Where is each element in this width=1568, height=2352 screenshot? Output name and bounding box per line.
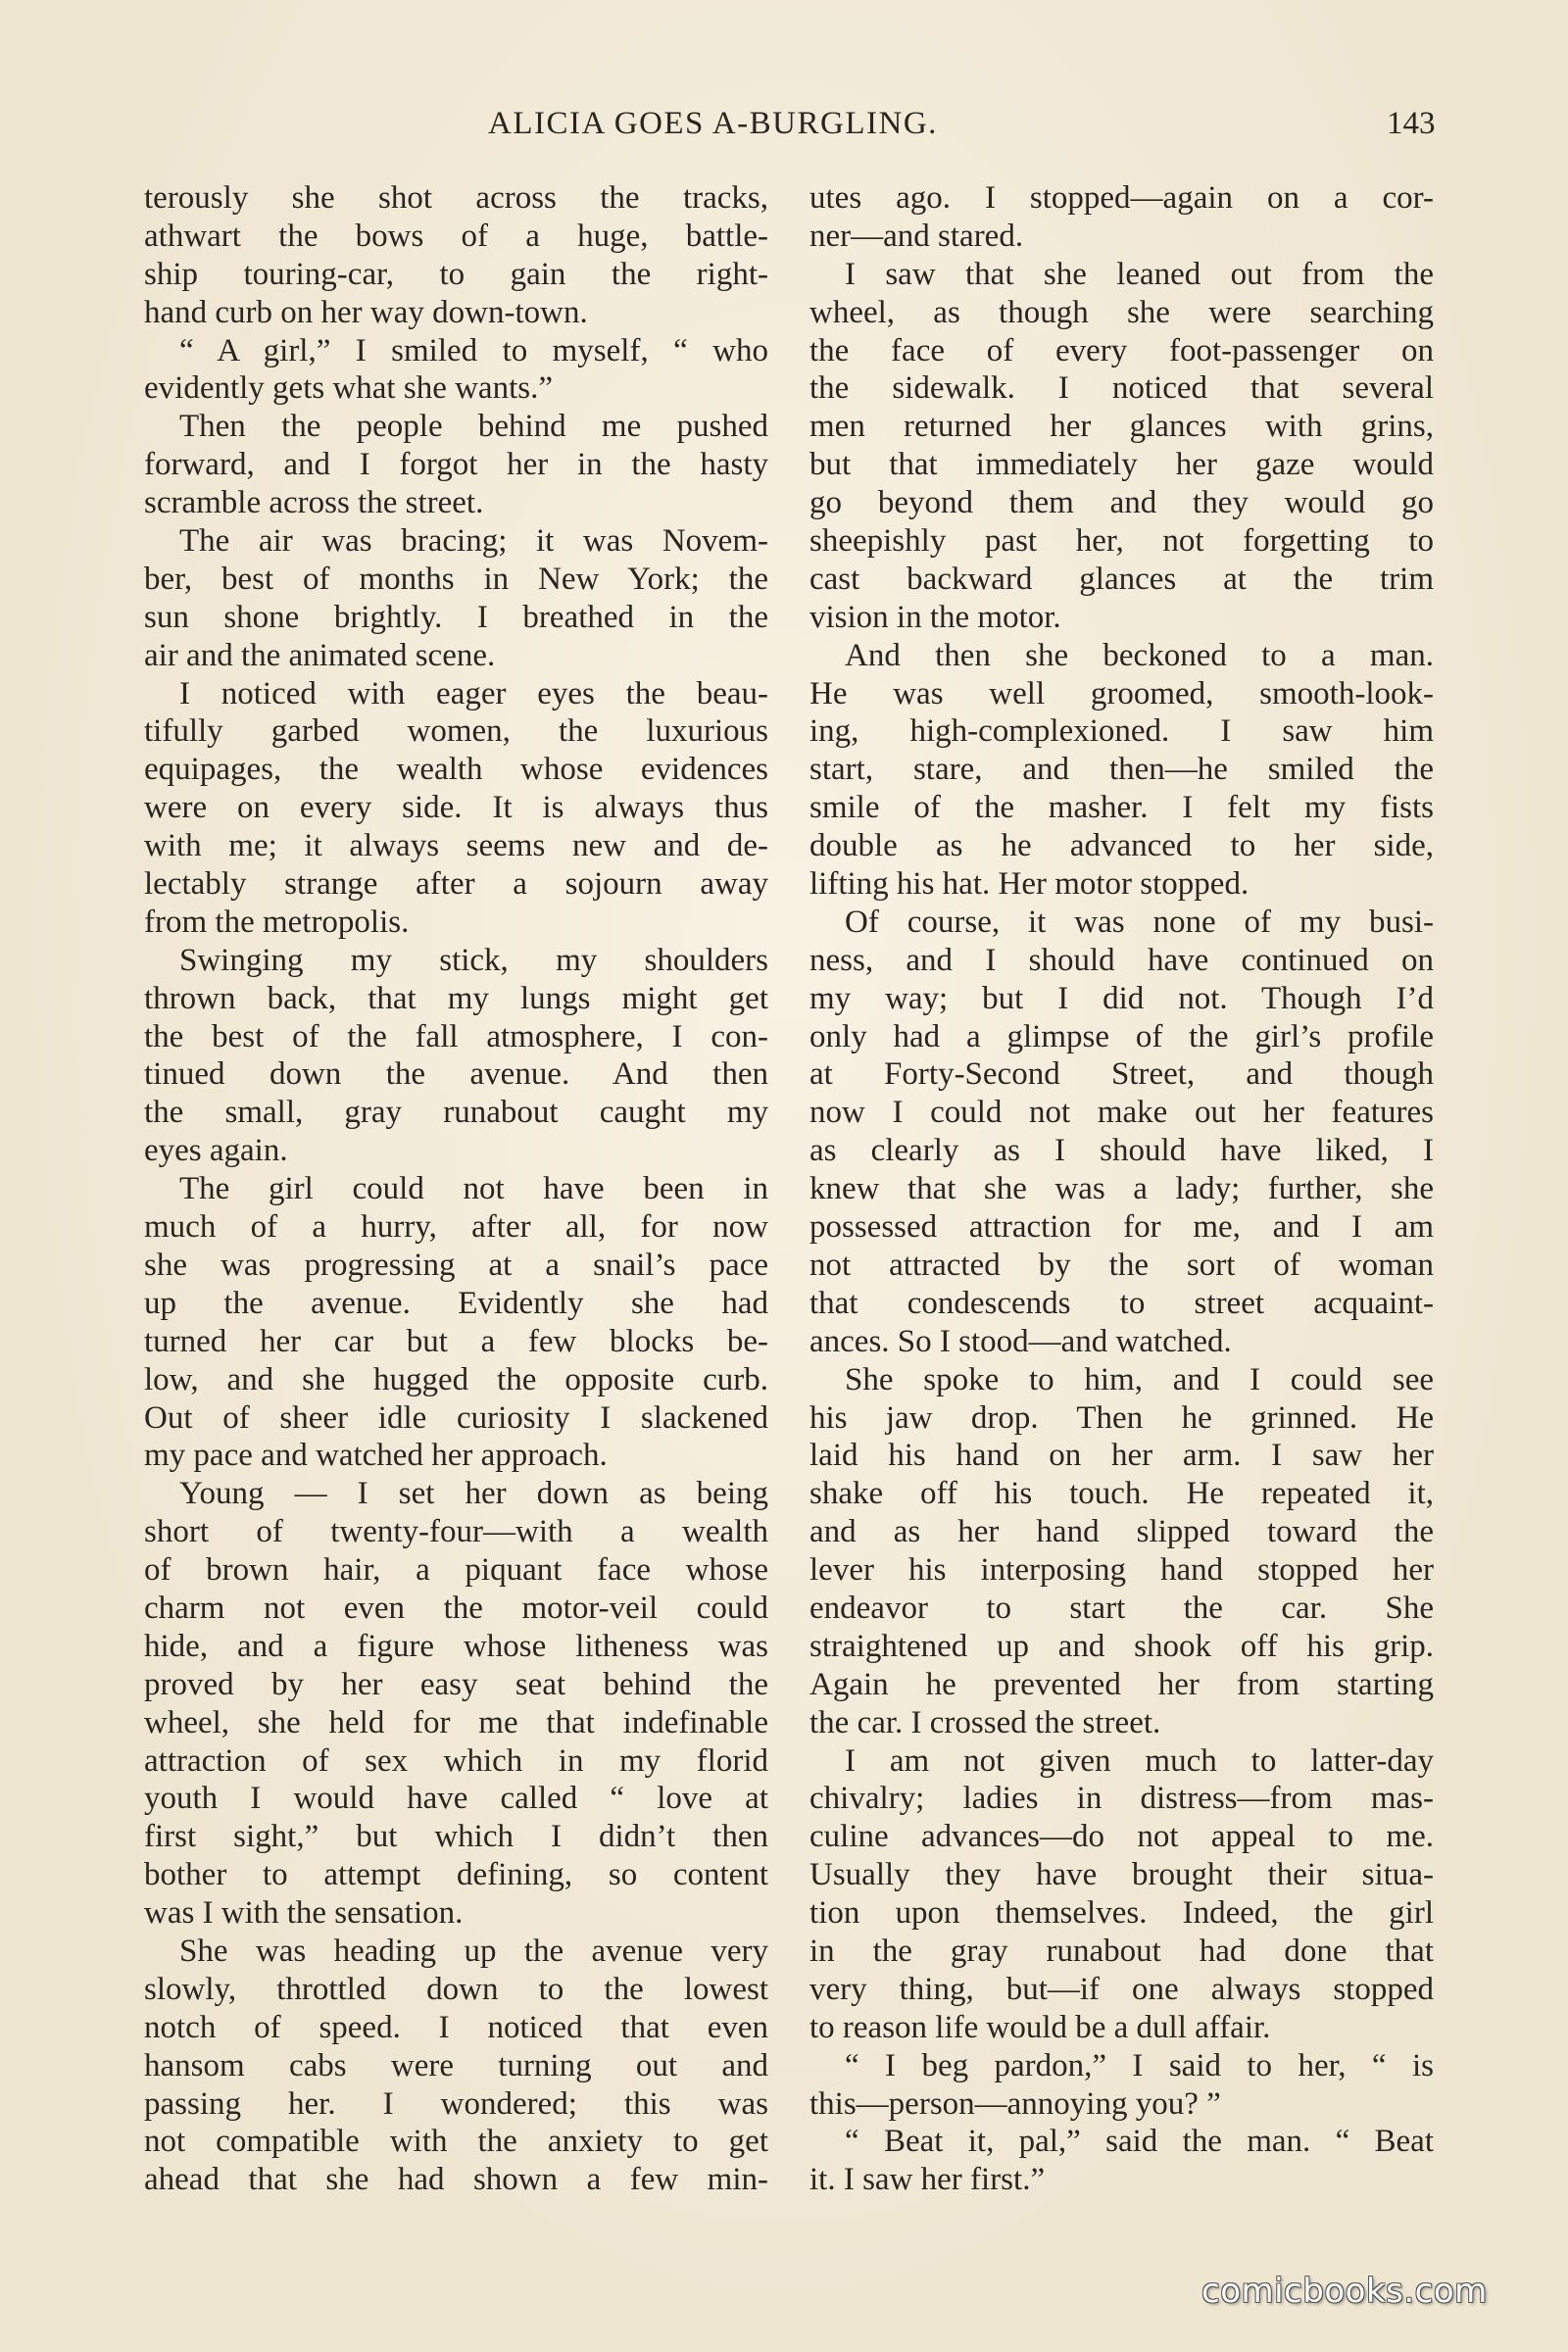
- text-line: proved by her easy seat behind the: [144, 1666, 768, 1702]
- text-line: laid his hand on her arm. I saw her: [809, 1438, 1434, 1474]
- text-line: I noticed with eager eyes the beau-: [179, 675, 768, 711]
- text-line: The girl could not have been in: [179, 1171, 768, 1207]
- text-line: tifully garbed women, the luxurious: [144, 713, 768, 750]
- text-line: I am not given much to latter-day: [845, 1742, 1434, 1779]
- running-title: ALICIA GOES A-BURGLING.: [488, 106, 938, 141]
- text-line: I saw that she leaned out from the: [845, 256, 1434, 292]
- text-line: charm not even the motor-veil could: [144, 1590, 768, 1626]
- text-column-left: [144, 179, 768, 2199]
- text-line: was I with the sensation.: [144, 1895, 464, 1932]
- text-line: Then the people behind me pushed: [179, 409, 768, 445]
- text-line: Usually they have brought their situa-: [809, 1857, 1434, 1893]
- text-line: as clearly as I should have liked, I: [809, 1133, 1434, 1169]
- text-line: scramble across the street.: [144, 485, 484, 521]
- text-line: ship touring-car, to gain the right-: [144, 256, 768, 292]
- page-number: 143: [1387, 106, 1436, 141]
- text-line: hand curb on her way down-town.: [144, 294, 588, 330]
- text-line: now I could not make out her features: [809, 1095, 1434, 1131]
- text-line: this—person—annoying you? ”: [809, 2085, 1221, 2122]
- text-line: notch of speed. I noticed that even: [144, 2009, 768, 2045]
- text-line: Again he prevented her from starting: [809, 1666, 1434, 1702]
- text-line: eyes again.: [144, 1133, 288, 1169]
- text-line: double as he advanced to her side,: [809, 828, 1434, 864]
- text-line: chivalry; ladies in distress—from mas-: [809, 1781, 1434, 1817]
- text-line: The air was bracing; it was Novem-: [179, 523, 768, 560]
- text-line: she was progressing at a snail’s pace: [144, 1247, 768, 1283]
- text-line: ahead that she had shown a few min-: [144, 2162, 768, 2198]
- text-line: turned her car but a few blocks be-: [144, 1323, 768, 1359]
- text-line: cast backward glances at the trim: [809, 561, 1434, 597]
- text-line: were on every side. It is always thus: [144, 790, 768, 826]
- text-line: ness, and I should have continued on: [809, 942, 1434, 978]
- text-line: vision in the motor.: [809, 599, 1061, 635]
- text-line: She was heading up the avenue very: [179, 1933, 768, 1969]
- text-line: “ A girl,” I smiled to myself, “ who: [179, 332, 768, 368]
- text-line: Swinging my stick, my shoulders: [179, 942, 768, 978]
- text-line: not compatible with the anxiety to get: [144, 2124, 768, 2160]
- text-line: sheepishly past her, not forgetting to: [809, 523, 1434, 560]
- text-line: his jaw drop. Then he grinned. He: [809, 1399, 1434, 1436]
- text-line: my way; but I did not. Though I’d: [809, 980, 1434, 1016]
- text-line: start, stare, and then—he smiled the: [809, 752, 1434, 788]
- text-line: the best of the fall atmosphere, I con-: [144, 1018, 768, 1054]
- text-line: And then she beckoned to a man.: [845, 637, 1434, 673]
- text-line: and as her hand slipped toward the: [809, 1514, 1434, 1550]
- text-line: culine advances—do not appeal to me.: [809, 1819, 1434, 1855]
- text-line: hansom cabs were turning out and: [144, 2047, 768, 2083]
- watermark-logo: comicbooks.com: [1201, 2272, 1488, 2311]
- text-line: athwart the bows of a huge, battle-: [144, 218, 768, 254]
- text-line: smile of the masher. I felt my fists: [809, 790, 1434, 826]
- text-line: passing her. I wondered; this was: [144, 2085, 768, 2122]
- text-line: only had a glimpse of the girl’s profile: [809, 1018, 1434, 1054]
- text-line: possessed attraction for me, and I am: [809, 1209, 1434, 1246]
- text-line: go beyond them and they would go: [809, 485, 1434, 521]
- text-line: thrown back, that my lungs might get: [144, 980, 768, 1016]
- text-line: sun shone brightly. I breathed in the: [144, 599, 768, 635]
- text-line: equipages, the wealth whose evidences: [144, 752, 768, 788]
- text-line: shake off his touch. He repeated it,: [809, 1476, 1434, 1512]
- text-line: ner—and stared.: [809, 218, 1024, 254]
- running-header: [0, 106, 1568, 149]
- text-line: first sight,” but which I didn’t then: [144, 1819, 768, 1855]
- text-line: of brown hair, a piquant face whose: [144, 1552, 768, 1589]
- text-line: utes ago. I stopped—again on a cor-: [809, 180, 1434, 216]
- text-line: tion upon themselves. Indeed, the girl: [809, 1895, 1434, 1932]
- text-line: ances. So I stood—and watched.: [809, 1323, 1232, 1359]
- text-line: men returned her glances with grins,: [809, 409, 1434, 445]
- text-line: not attracted by the sort of woman: [809, 1247, 1434, 1283]
- text-line: youth I would have called “ love at: [144, 1781, 768, 1817]
- text-line: wheel, she held for me that indefinable: [144, 1704, 768, 1740]
- text-line: up the avenue. Evidently she had: [144, 1285, 768, 1321]
- text-line: the sidewalk. I noticed that several: [809, 370, 1434, 407]
- text-line: lifting his hat. Her motor stopped.: [809, 866, 1250, 903]
- text-line: bother to attempt defining, so content: [144, 1857, 768, 1893]
- text-line: wheel, as though she were searching: [809, 294, 1434, 330]
- text-line: the face of every foot-passenger on: [809, 332, 1434, 368]
- text-line: my pace and watched her approach.: [144, 1438, 608, 1474]
- text-line: endeavor to start the car. She: [809, 1590, 1434, 1626]
- text-line: hide, and a figure whose litheness was: [144, 1628, 768, 1664]
- text-line: He was well groomed, smooth-look-: [809, 675, 1434, 711]
- text-line: evidently gets what she wants.”: [144, 370, 553, 407]
- text-line: it. I saw her first.”: [809, 2162, 1046, 2198]
- text-line: short of twenty-four—with a wealth: [144, 1514, 768, 1550]
- text-line: straightened up and shook off his grip.: [809, 1628, 1434, 1664]
- text-line: much of a hurry, after all, for now: [144, 1209, 768, 1246]
- text-line: attraction of sex which in my florid: [144, 1742, 768, 1779]
- text-line: low, and she hugged the opposite curb.: [144, 1361, 768, 1397]
- text-line: that condescends to street acquaint-: [809, 1285, 1434, 1321]
- text-line: lectably strange after a sojourn away: [144, 866, 768, 903]
- text-line: slowly, throttled down to the lowest: [144, 1971, 768, 2007]
- text-line: lever his interposing hand stopped her: [809, 1552, 1434, 1589]
- text-line: ing, high-complexioned. I saw him: [809, 713, 1434, 750]
- text-line: very thing, but—if one always stopped: [809, 1971, 1434, 2007]
- text-line: “ I beg pardon,” I said to her, “ is: [845, 2047, 1434, 2083]
- text-line: Of course, it was none of my busi-: [845, 904, 1434, 940]
- text-line: ber, best of months in New York; the: [144, 561, 768, 597]
- text-line: knew that she was a lady; further, she: [809, 1171, 1434, 1207]
- text-line: the small, gray runabout caught my: [144, 1095, 768, 1131]
- text-line: the car. I crossed the street.: [809, 1704, 1161, 1740]
- text-line: Out of sheer idle curiosity I slackened: [144, 1399, 768, 1436]
- text-line: Young — I set her down as being: [179, 1476, 768, 1512]
- text-line: in the gray runabout had done that: [809, 1933, 1434, 1969]
- text-line: at Forty-Second Street, and though: [809, 1056, 1434, 1093]
- text-line: from the metropolis.: [144, 904, 410, 940]
- text-line: She spoke to him, and I could see: [845, 1361, 1434, 1397]
- text-line: to reason life would be a dull affair.: [809, 2009, 1271, 2045]
- text-line: forward, and I forgot her in the hasty: [144, 447, 768, 483]
- text-line: “ Beat it, pal,” said the man. “ Beat: [845, 2124, 1434, 2160]
- text-column-right: [809, 179, 1434, 2199]
- text-line: but that immediately her gaze would: [809, 447, 1434, 483]
- text-line: with me; it always seems new and de-: [144, 828, 768, 864]
- text-line: terously she shot across the tracks,: [144, 180, 768, 216]
- text-line: air and the animated scene.: [144, 637, 496, 673]
- text-line: tinued down the avenue. And then: [144, 1056, 768, 1093]
